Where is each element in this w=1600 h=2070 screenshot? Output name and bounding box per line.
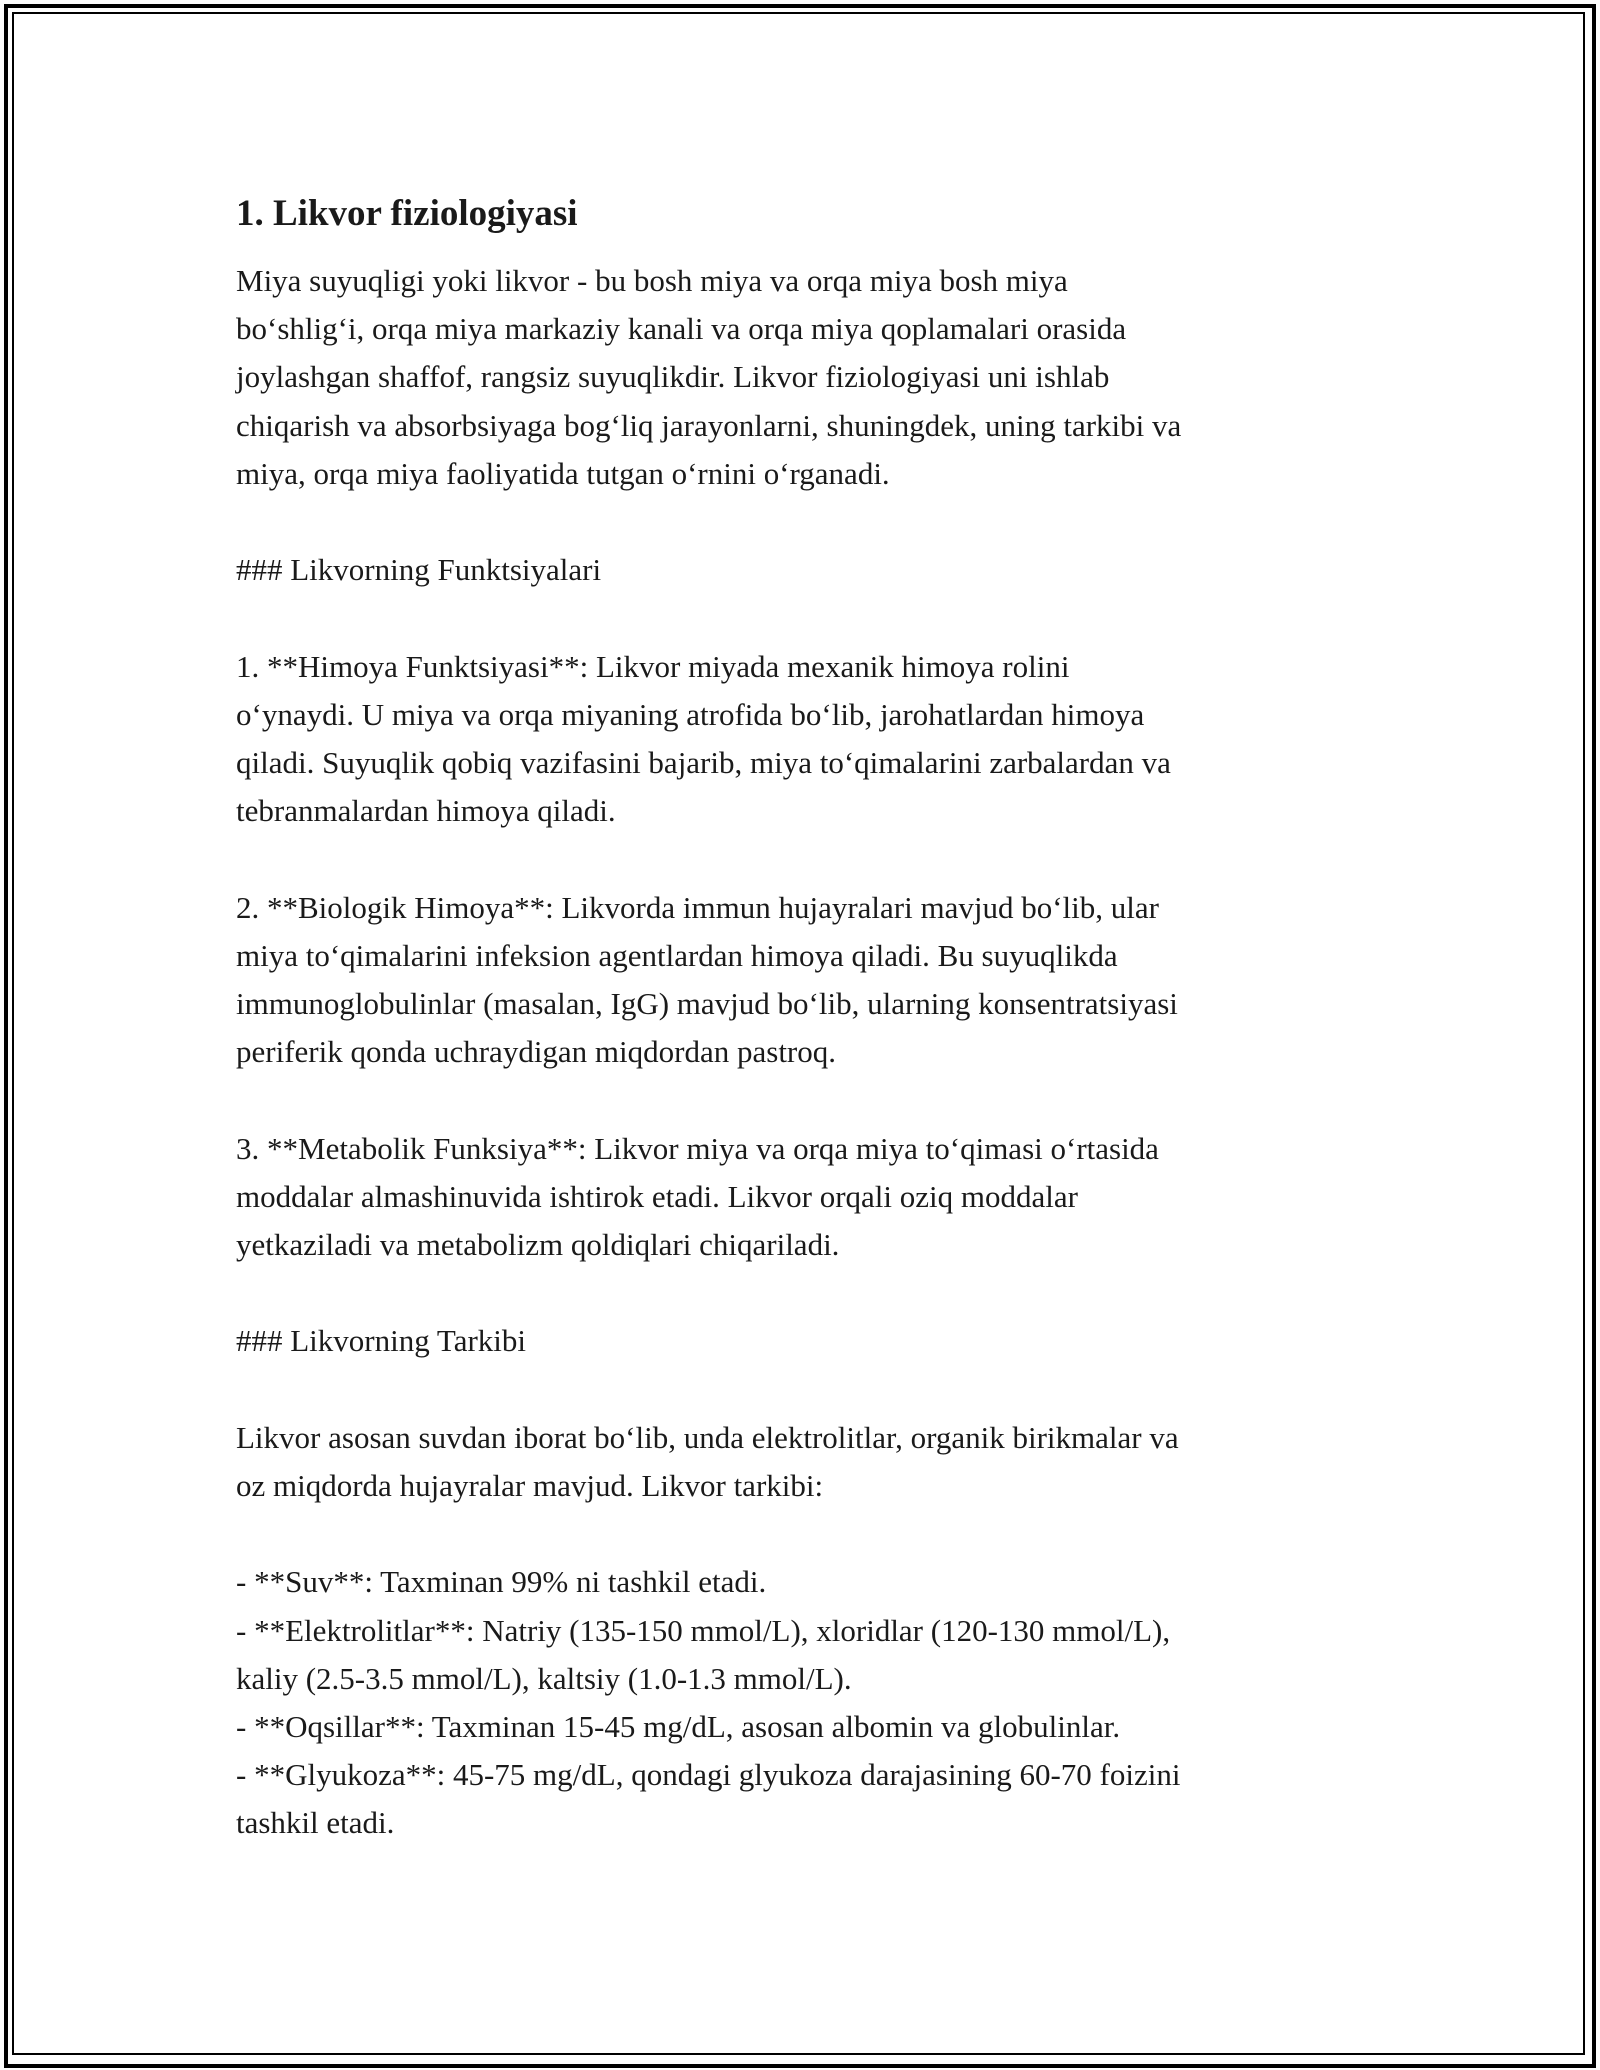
- function-item-3: [236, 1125, 1376, 1270]
- text-line: Likvor asosan suvdan iborat bo‘lib, unda elektrolitlar, organik birikmalar va: [236, 1419, 1179, 1455]
- text-line: ### Likvorning Funktsiyalari: [236, 552, 602, 588]
- text-line: ### Likvorning Tarkibi: [236, 1323, 527, 1359]
- text-line: bo‘shlig‘i, orqa miya markaziy kanali va orqa miya qoplamalari orasida: [236, 311, 1127, 347]
- text-line: chiqarish va absorbsiyaga bog‘liq jarayonlarni, shuningdek, uning tarkibi va: [236, 407, 1182, 443]
- list-item: kaliy (2.5-3.5 mmol/L), kaltsiy (1.0-1.3 mmol/L).: [236, 1660, 852, 1696]
- function-item-1: [236, 643, 1376, 836]
- document-title: 1. Likvor fiziologiyasi: [236, 193, 578, 234]
- text-line: 2. **Biologik Himoya**: Likvorda immun hujayralari mavjud bo‘lib, ular: [236, 889, 1159, 925]
- text-line: 3. **Metabolik Funksiya**: Likvor miya va orqa miya to‘qimasi o‘rtasida: [236, 1130, 1159, 1166]
- text-line: Miya suyuqligi yoki likvor - bu bosh miya va orqa miya bosh miya: [236, 263, 1068, 298]
- text-line: 1. **Himoya Funktsiyasi**: Likvor miyada mexanik himoya rolini: [236, 648, 1070, 684]
- text-line: periferik qonda uchraydigan miqdordan pastroq.: [236, 1034, 837, 1070]
- text-line: moddalar almashinuvida ishtirok etadi. Likvor orqali oziq moddalar: [236, 1178, 1078, 1214]
- text-line: oz miqdorda hujayralar mavjud. Likvor tarkibi:: [236, 1467, 824, 1503]
- section-heading-composition: [236, 1317, 1376, 1365]
- text-line: joylashgan shaffof, rangsiz suyuqlikdir. Likvor fiziologiyasi uni ishlab: [236, 359, 1110, 395]
- section-heading-functions: [236, 546, 1376, 594]
- composition-intro-paragraph: [236, 1414, 1376, 1510]
- text-line: miya, orqa miya faoliyatida tutgan o‘rnini o‘rganadi.: [236, 455, 890, 491]
- list-item: - **Suv**: Taxminan 99% ni tashkil etadi.: [236, 1564, 767, 1600]
- text-line: o‘ynaydi. U miya va orqa miyaning atrofida bo‘lib, jarohatlardan himoya: [236, 696, 1145, 732]
- composition-list: [236, 1558, 1376, 1847]
- text-line: yetkaziladi va metabolizm qoldiqlari chiqariladi.: [236, 1227, 840, 1262]
- list-item: tashkil etadi.: [236, 1805, 395, 1841]
- document-page: [236, 185, 1376, 1896]
- text-line: immunoglobulinlar (masalan, IgG) mavjud bo‘lib, ularning konsentratsiyasi: [236, 986, 1178, 1021]
- intro-paragraph: [236, 257, 1376, 498]
- list-item: - **Glyukoza**: 45-75 mg/dL, qondagi glyukoza darajasining 60-70 foizini: [236, 1757, 1181, 1793]
- text-line: tebranmalardan himoya qiladi.: [236, 793, 616, 829]
- list-item: - **Elektrolitlar**: Natriy (135-150 mmol/L), xloridlar (120-130 mmol/L),: [236, 1612, 1171, 1648]
- function-item-2: [236, 884, 1376, 1077]
- text-line: miya to‘qimalarini infeksion agentlardan himoya qiladi. Bu suyuqlikda: [236, 937, 1118, 973]
- text-line: qiladi. Suyuqlik qobiq vazifasini bajarib, miya to‘qimalarini zarbalardan va: [236, 745, 1171, 780]
- list-item: - **Oqsillar**: Taxminan 15-45 mg/dL, asosan albomin va globulinlar.: [236, 1708, 1121, 1744]
